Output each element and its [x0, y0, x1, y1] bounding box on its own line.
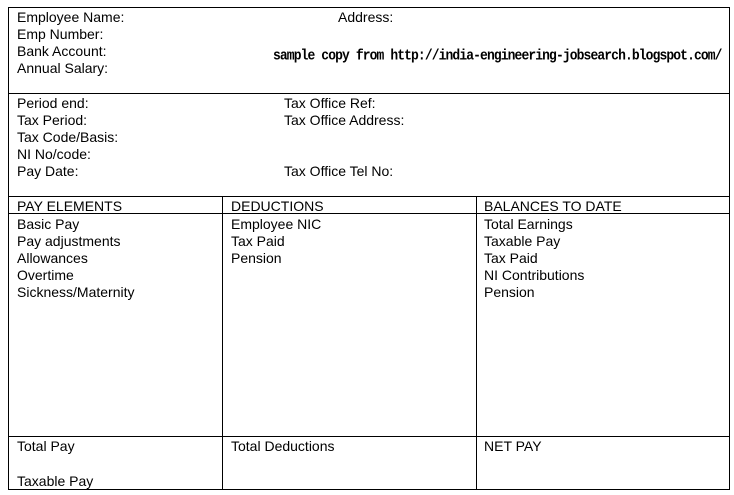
pay-date-label: Pay Date:: [17, 163, 79, 179]
list-item: Tax Paid: [231, 233, 285, 249]
tax-code-label: Tax Code/Basis:: [17, 129, 119, 145]
list-item: Sickness/Maternity: [17, 284, 135, 300]
list-item: Pension: [231, 250, 282, 266]
tax-office-tel-label: Tax Office Tel No:: [284, 163, 394, 179]
total-pay-label: Total Pay: [17, 438, 75, 454]
balances-list: [484, 216, 584, 301]
divider-col-2: [476, 196, 477, 490]
list-item: Basic Pay: [17, 216, 80, 232]
period-end-label: Period end:: [17, 95, 89, 111]
deductions-header: DEDUCTIONS: [231, 198, 324, 214]
address-label: Address:: [338, 9, 394, 25]
employee-name-label: Employee Name:: [17, 9, 125, 25]
divider-col-1: [222, 196, 223, 490]
tax-office-address-label: Tax Office Address:: [284, 112, 405, 128]
list-item: Pension: [484, 284, 535, 300]
list-item: NI Contributions: [484, 267, 585, 283]
list-item: Employee NIC: [231, 216, 322, 232]
list-item: Total Earnings: [484, 216, 573, 232]
tax-office-ref-label: Tax Office Ref:: [284, 95, 376, 111]
list-item: Overtime: [17, 267, 74, 283]
emp-number-label: Emp Number:: [17, 26, 104, 42]
pay-elements-header: PAY ELEMENTS: [17, 198, 123, 214]
total-deductions-label: Total Deductions: [231, 438, 335, 454]
period-details: [17, 95, 118, 180]
pay-elements-list: [17, 216, 134, 301]
list-item: Allowances: [17, 250, 88, 266]
list-item: Tax Paid: [484, 250, 538, 266]
list-item: Pay adjustments: [17, 233, 121, 249]
deductions-list: [231, 216, 321, 267]
annual-salary-label: Annual Salary:: [17, 60, 109, 76]
divider-period: [8, 196, 730, 197]
employee-details: [17, 9, 124, 77]
list-item: Taxable Pay: [484, 233, 561, 249]
divider-header: [8, 93, 730, 94]
watermark-text: sample copy from http://india-engineering-jobsearch.blogspot.com/: [273, 47, 722, 64]
balances-header: BALANCES TO DATE: [484, 198, 622, 214]
bank-account-label: Bank Account:: [17, 43, 107, 59]
tax-period-label: Tax Period:: [17, 112, 88, 128]
ni-no-label: NI No/code:: [17, 146, 91, 162]
net-pay-label: NET PAY: [484, 438, 542, 454]
taxable-pay-label: Taxable Pay: [17, 473, 94, 489]
divider-totals: [8, 436, 730, 437]
